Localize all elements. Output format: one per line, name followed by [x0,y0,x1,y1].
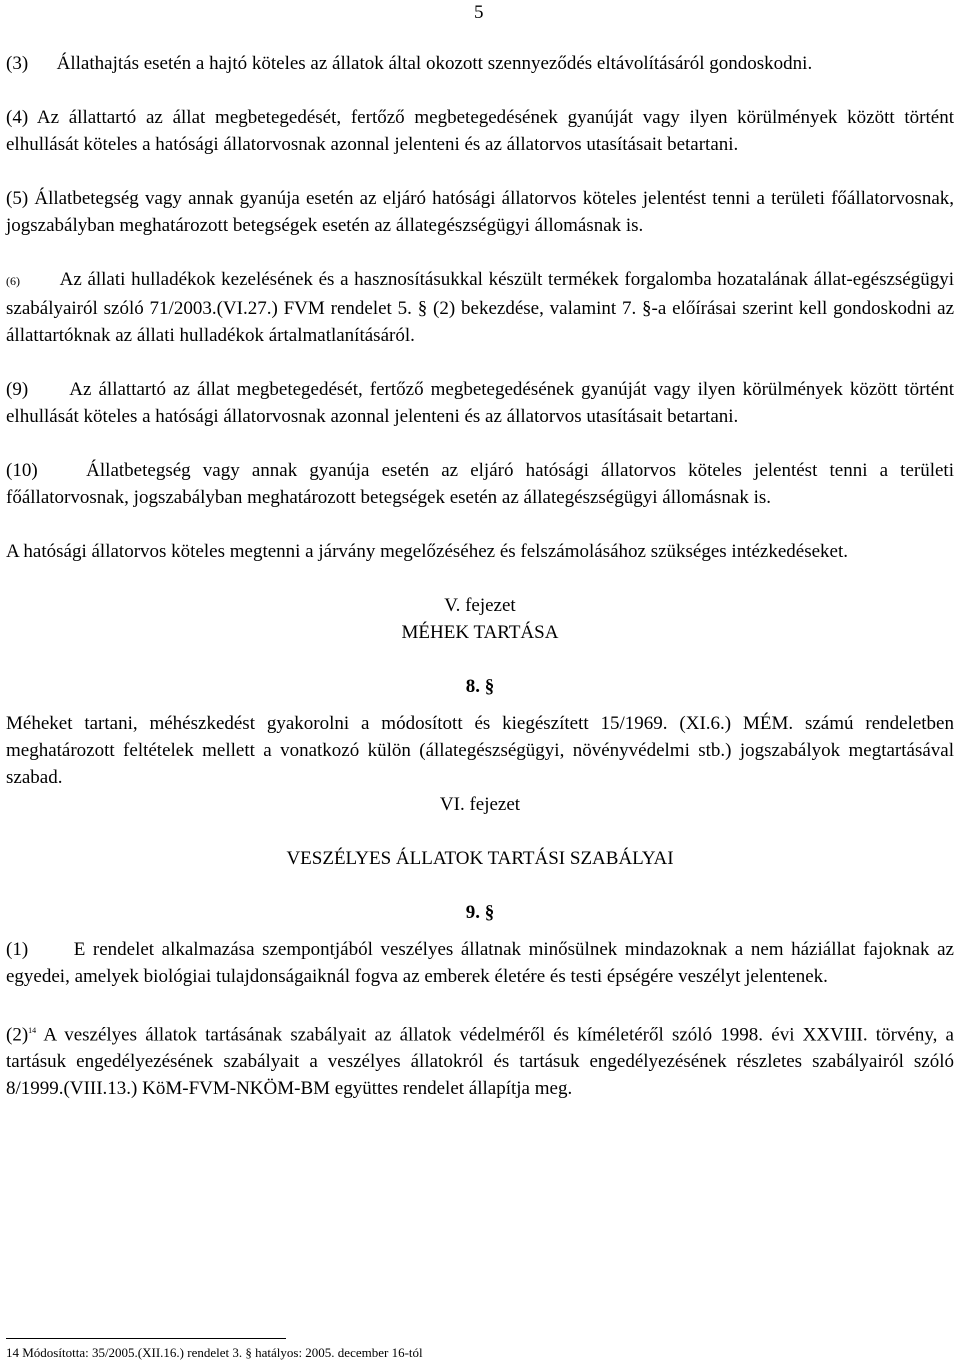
paragraph-9: (9) Az állattartó az állat megbetegedését, fertőző megbetegedésének gyanúját vagy ilyen körülmények között történt elhullását köteles a hatósági állatorvosnak azonnal jelenteni és az állatorvos utasításait betartani. [6,379,954,427]
paragraph-10: (10) Állatbetegség vagy annak gyanúja esetén az eljáró hatósági állatorvos köteles jelentést tenni a területi főállatorvosnak, jogszabályban meghatározott betegségek esetén az állategészségügyi állomásnak is. [6,460,954,508]
paragraph-5: (5) Állatbetegség vagy annak gyanúja esetén az eljáró hatósági állatorvos köteles jelentést tenni a területi főállatorvosnak, jogszabályban meghatározott betegségek esetén az állategészségügyi állomásnak is. [6,188,954,236]
paragraph-6-text: Az állati hulladékok kezelésének és a hasznosításukkal készült termékek forgalomba hozatalának állat-egészségügyi szabályairól szóló 71/2003.(VI.27.) FVM rendelet 5. § (2) bekezdése, valamint 7. §-a előírásai szerint kell gondoskodni az állattartóknak az állati hulladékok ártalmatlanításáról. [6,269,955,346]
section-8-heading: 8. § [465,676,495,697]
page-number: 5 [474,2,484,23]
paragraph-6 [6,266,954,349]
paragraph-4: (4) Az állattartó az állat megbetegedését, fertőző megbetegedésének gyanúját vagy ilyen körülmények között történt elhullását köteles a hatósági állatorvosnak azonnal jelenteni és az állatorvos utasításait betartani. [6,107,954,155]
chapter-6-subtitle: VESZÉLYES ÁLLATOK TARTÁSI SZABÁLYAI [286,848,674,869]
footnote-reference[interactable]: 14 [28,1026,37,1035]
section-9-paragraph-1: (1) E rendelet alkalmazása szempontjából veszélyes állatnak minősülnek mindazoknak a nem háziállat fajoknak az egyedei, amelyek biológiai tulajdonságaiknál fogva az emberek életére és testi épségére veszélyt jelentenek. [6,939,954,987]
section-9-heading: 9. § [465,902,495,923]
section-8-text: Méheket tartani, méhészkedést gyakorolni a módosított és kiegészített 15/1969. (XI.6.) MÉM. számú rendeletben meghatározott feltételek mellett a vonatkozó külön (állategészségügyi, növényvédelmi stb.) jogszabályok megtartásával szabad. [6,713,954,788]
document-body [6,50,954,1102]
section-9-paragraph-2-number: (2) [6,1024,29,1046]
footnote-separator [6,1338,286,1339]
paragraph-hatosagi: A hatósági állatorvos köteles megtenni a járvány megelőzéséhez és felszámolásához szükséges intézkedéseket. [6,541,849,562]
footnote: 14 Módosította: 35/2005.(XII.16.) rendelet 3. § hatályos: 2005. december 16-tól [6,1345,423,1360]
chapter-5-subtitle: MÉHEK TARTÁSA [401,622,559,643]
paragraph-3: (3) Állathajtás esetén a hajtó köteles az állatok által okozott szennyeződés eltávolításáról gondoskodni. [6,53,813,74]
chapter-6-title: VI. fejezet [439,794,521,815]
paragraph-6-number: (6) [6,274,20,288]
chapter-5-title: V. fejezet [444,595,516,616]
section-9-paragraph-2 [6,1017,954,1102]
section-9-paragraph-2-text: A veszélyes állatok tartásának szabályait az állatok védelméről és kíméletéről szóló 1998. évi XXVIII. törvény, a tartásuk engedélyezésének szabályait a veszélyes állatokról és tartásuk engedélyezésének részletes szabályairól szóló 8/1999.(VIII.13.) KöM-FVM-NKÖM-BM együttes rendelet állapítja meg. [6,1024,954,1100]
